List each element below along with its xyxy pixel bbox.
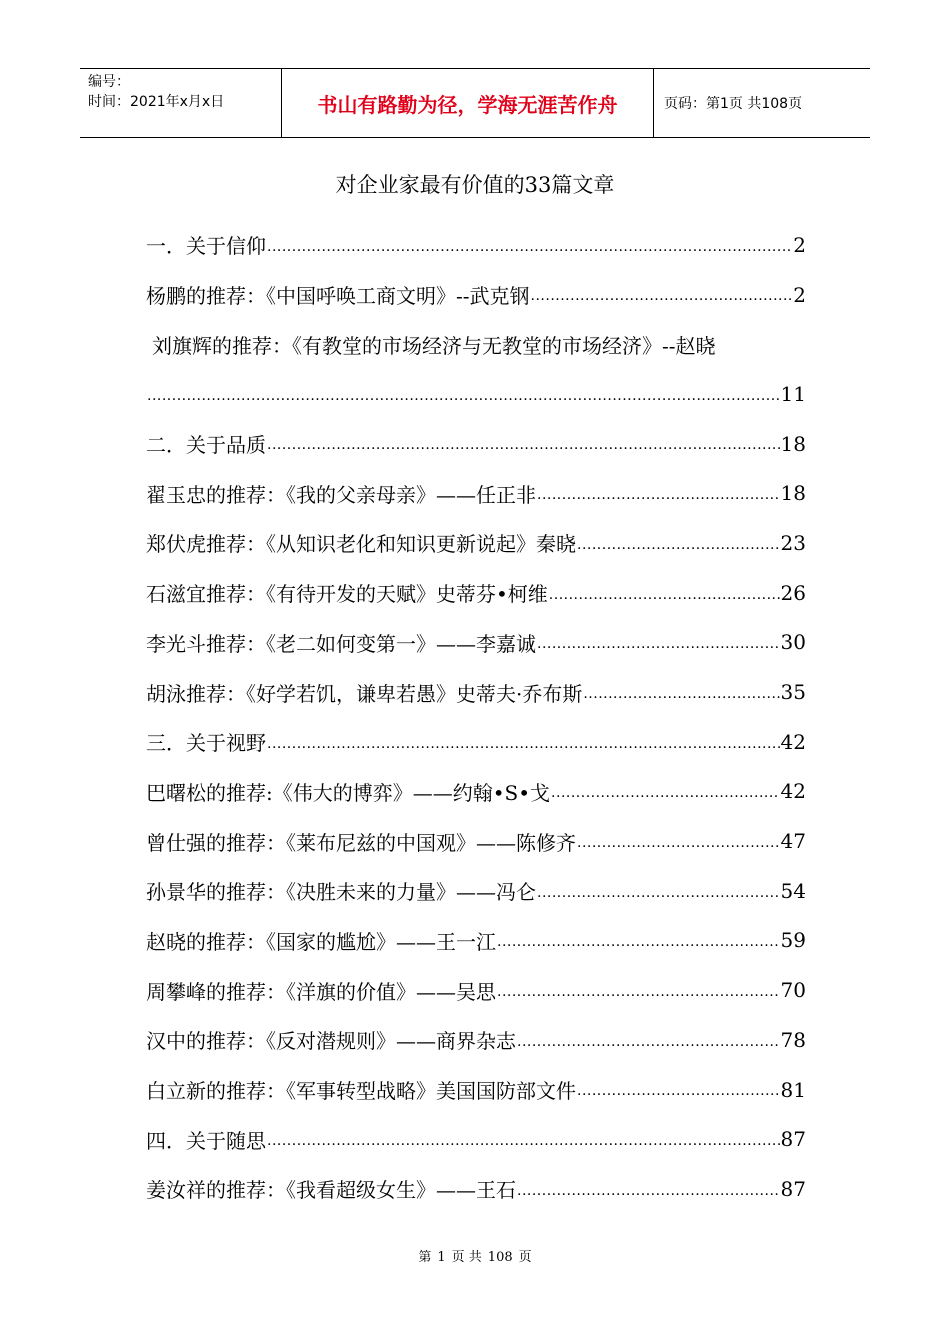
toc-entry[interactable] xyxy=(146,1015,806,1065)
toc-entry-page: 87 xyxy=(780,1127,806,1152)
toc-entry[interactable] xyxy=(146,816,806,866)
toc-entry[interactable] xyxy=(146,270,806,320)
toc-entry-page: 2 xyxy=(793,232,806,257)
toc-leader xyxy=(517,1027,780,1065)
toc-entry-page: 42 xyxy=(780,729,806,754)
toc-entry-text: 四．关于随思 xyxy=(146,1128,266,1153)
toc-leader xyxy=(497,927,780,965)
toc-entry[interactable] xyxy=(146,468,806,518)
toc-entry-page: 70 xyxy=(780,978,806,1003)
toc-entry-page: 2 xyxy=(793,282,806,307)
toc-entry[interactable] xyxy=(146,1065,806,1115)
toc-entry[interactable] xyxy=(146,618,806,668)
toc-entry-text: 周攀峰的推荐：《洋旗的价值》——吴思 xyxy=(146,979,496,1004)
toc-entry-page: 54 xyxy=(780,878,806,903)
toc-entry-text: 杨鹏的推荐：《中国呼唤工商文明》--武克钢 xyxy=(146,284,530,309)
header-table xyxy=(80,68,870,138)
table-of-contents xyxy=(146,220,806,1214)
header-left-cell xyxy=(80,69,282,137)
toc-entry-page: 11 xyxy=(780,381,806,406)
toc-leader xyxy=(517,1176,780,1214)
toc-leader xyxy=(577,1076,780,1114)
toc-entry-page: 26 xyxy=(780,580,806,605)
toc-entry[interactable] xyxy=(146,667,806,717)
toc-leader xyxy=(549,580,780,618)
toc-entry[interactable] xyxy=(146,518,806,568)
footer-mid: 页 共 xyxy=(451,1250,482,1265)
toc-entry-text: 赵晓的推荐：《国家的尴尬》——王一江 xyxy=(146,929,496,954)
toc-entry-page: 30 xyxy=(780,630,806,655)
toc-entry-text: 三．关于视野 xyxy=(146,731,266,756)
toc-leader xyxy=(267,232,792,270)
toc-entry[interactable] xyxy=(146,419,806,469)
toc-leader xyxy=(577,828,780,866)
toc-entry[interactable] xyxy=(146,319,806,369)
toc-leader xyxy=(267,1126,780,1164)
toc-entry-text: 姜汝祥的推荐：《我看超级女生》——王石 xyxy=(146,1178,516,1203)
toc-entry[interactable] xyxy=(146,767,806,817)
toc-entry-page: 35 xyxy=(780,680,806,705)
toc-leader xyxy=(267,729,780,767)
toc-entry[interactable] xyxy=(146,717,806,767)
toc-leader xyxy=(147,381,780,419)
toc-entry-text: 一．关于信仰 xyxy=(146,234,266,259)
footer-first: 第 xyxy=(418,1250,432,1265)
toc-leader xyxy=(537,629,780,667)
toc-entry-continuation[interactable] xyxy=(146,369,806,419)
toc-entry-text: 汉中的推荐：《反对潜规则》——商界杂志 xyxy=(146,1029,516,1054)
toc-entry-text: 二．关于品质 xyxy=(146,433,266,458)
toc-entry-text: 白立新的推荐：《军事转型战略》美国国防部文件 xyxy=(146,1079,576,1104)
footer-last: 页 xyxy=(518,1250,532,1265)
toc-entry[interactable] xyxy=(146,916,806,966)
toc-entry-text: 曾仕强的推荐：《莱布尼兹的中国观》——陈修齐 xyxy=(146,830,576,855)
toc-entry-page: 87 xyxy=(780,1176,806,1201)
toc-entry-text: 巴曙松的推荐:《伟大的博弈》——约翰•S•戈 xyxy=(146,780,551,805)
toc-entry-page: 81 xyxy=(780,1077,806,1102)
toc-entry-page: 18 xyxy=(780,431,806,456)
toc-leader xyxy=(537,480,780,518)
toc-entry-page: 78 xyxy=(780,1027,806,1052)
toc-entry-text: 郑伏虎推荐：《从知识老化和知识更新说起》秦晓 xyxy=(146,532,576,557)
toc-entry[interactable] xyxy=(146,220,806,270)
toc-leader xyxy=(267,430,780,468)
toc-entry-text: 翟玉忠的推荐：《我的父亲母亲》——任正非 xyxy=(146,482,536,507)
header-motto: 书山有路勤为径，学海无涯苦作舟 xyxy=(282,69,654,137)
toc-entry-page: 59 xyxy=(780,928,806,953)
document-title: 对企业家最有价值的33篇文章 xyxy=(335,173,615,197)
toc-leader xyxy=(551,778,780,816)
footer-total-pages: 108 xyxy=(487,1250,513,1265)
toc-entry-page: 23 xyxy=(780,530,806,555)
toc-entry[interactable] xyxy=(146,1164,806,1214)
toc-entry-text: 石滋宜推荐：《有待开发的天赋》史蒂芬•柯维 xyxy=(146,582,548,607)
toc-leader xyxy=(577,530,780,568)
footer-page-number: 1 xyxy=(437,1250,446,1265)
toc-entry[interactable] xyxy=(146,866,806,916)
toc-leader xyxy=(531,281,793,319)
toc-entry-text: 胡泳推荐：《好学若饥，谦卑若愚》史蒂夫·乔布斯 xyxy=(146,681,583,706)
toc-leader xyxy=(583,679,779,717)
toc-entry-text: 孙景华的推荐：《决胜未来的力量》——冯仑 xyxy=(146,880,536,905)
toc-leader xyxy=(537,878,780,916)
number-label: 编号： xyxy=(88,74,130,90)
date-label: 时间：2021年x月x日 xyxy=(88,94,225,110)
toc-leader xyxy=(497,977,780,1015)
toc-entry-page: 42 xyxy=(780,779,806,804)
toc-entry[interactable] xyxy=(146,568,806,618)
toc-entry-text: 李光斗推荐：《老二如何变第一》——李嘉诚 xyxy=(146,631,536,656)
toc-entry[interactable] xyxy=(146,965,806,1015)
toc-entry-page: 18 xyxy=(780,481,806,506)
toc-entry-page: 47 xyxy=(780,829,806,854)
page-footer xyxy=(0,1246,950,1265)
toc-entry-text: 刘旗辉的推荐：《有教堂的市场经济与无教堂的市场经济》--赵晓 xyxy=(152,333,716,358)
toc-entry[interactable] xyxy=(146,1114,806,1164)
header-page-info: 页码：第1页 共108页 xyxy=(664,96,803,112)
